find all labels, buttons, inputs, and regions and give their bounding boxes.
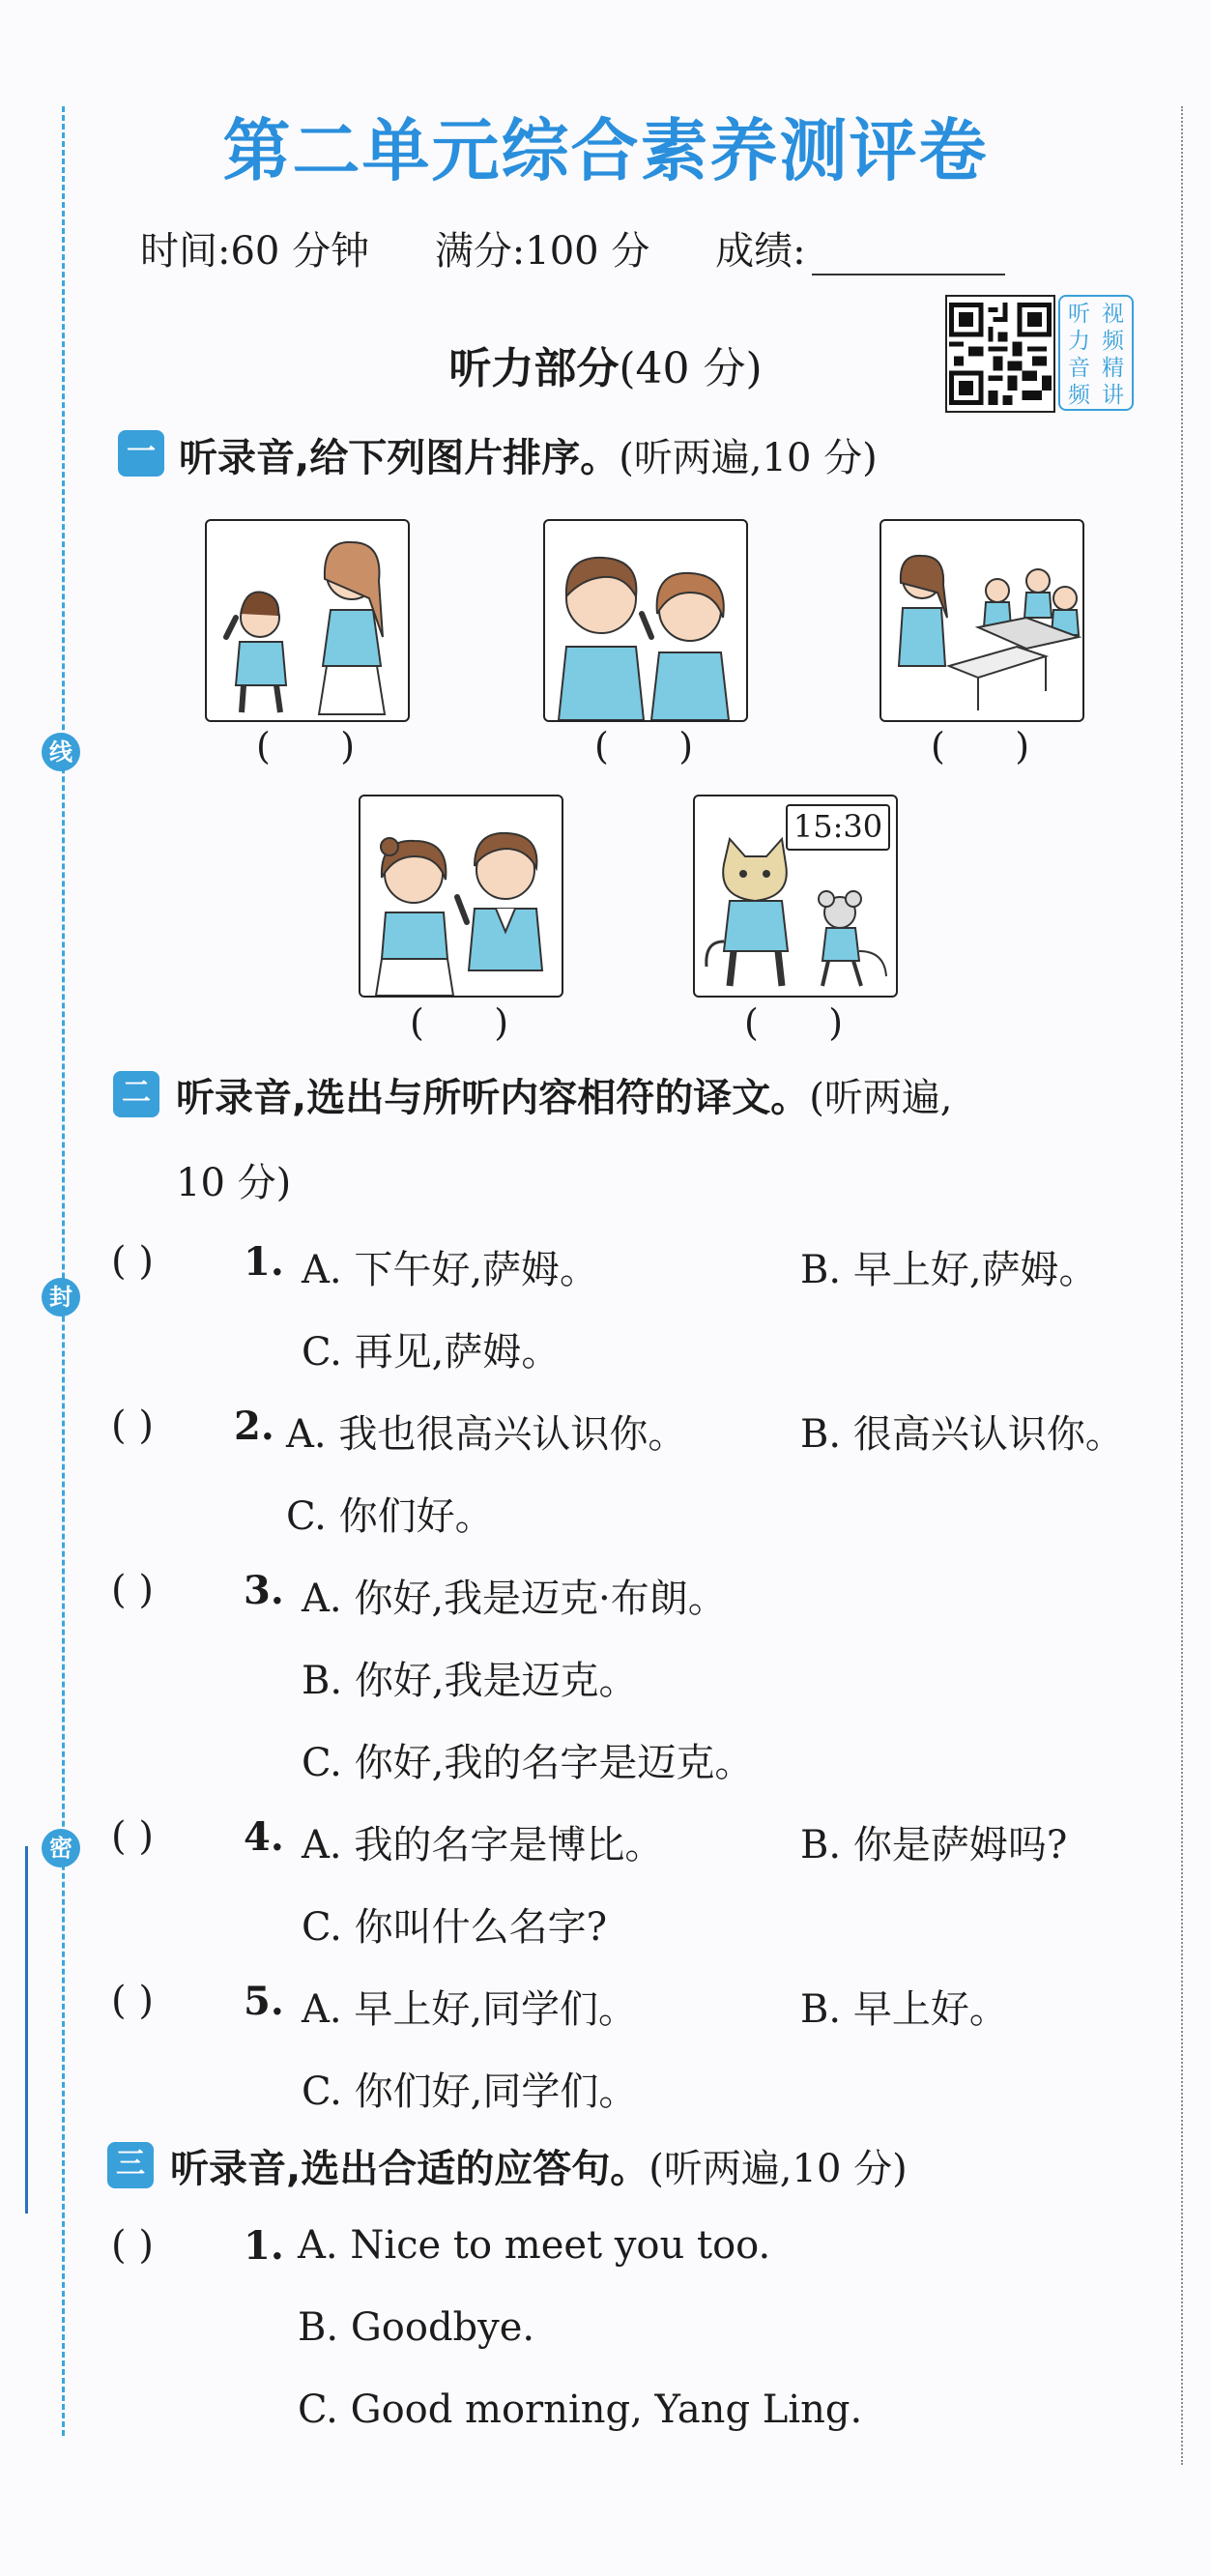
s2-q3-option-a[interactable]: A. 你好,我是迈克·布朗。 [302,1577,727,1621]
s2-q3-option-b[interactable]: B. 你好,我是迈克。 [302,1659,638,1703]
section-1-note: (听两遍,10 分) [619,436,878,480]
s2-q2-option-c[interactable]: C. 你们好。 [286,1494,494,1539]
clock-time-label: 15:30 [786,804,890,851]
exam-info-line [140,220,1058,275]
qr-tag-char: 视 [1102,302,1124,327]
teacher-and-boy-picture [205,519,410,722]
qr-tag-char: 精 [1102,356,1124,381]
qr-tag-char: 频 [1102,329,1124,354]
classroom-picture [879,519,1084,722]
section-1-heading [179,427,878,482]
part-score: (40 分) [619,344,763,393]
s2-q5-number: 5. [244,1979,284,2024]
binding-dashed-line [62,106,65,2436]
picture-4-answer-blank[interactable]: ( ) [409,1001,509,1044]
binding-label-line: 线 [42,733,80,771]
s2-q5-option-b[interactable]: B. 早上好。 [800,1987,1008,2032]
section-2-note-cont: 10 分) [176,1161,292,1205]
section-3-badge: 三 [107,2142,154,2188]
section-1-heading-text: 听录音,给下列图片排序。 [179,436,620,480]
binding-solid-line [25,1846,28,2214]
video-lecture-tag[interactable] [1058,295,1134,411]
s2-q1-option-a[interactable]: A. 下午好,萨姆。 [302,1248,599,1292]
picture-1-answer-blank[interactable]: ( ) [255,725,356,767]
qr-code-icon[interactable] [945,295,1055,413]
s2-q3-option-c[interactable]: C. 你好,我的名字是迈克。 [302,1741,754,1785]
s2-q5-answer-blank[interactable]: ( ) [111,1979,154,2023]
section-2-note: (听两遍, [809,1076,953,1120]
binding-label-secret: 密 [42,1829,80,1867]
section-2-badge: 二 [113,1071,159,1117]
qr-tag-char: 听 [1068,302,1090,327]
s2-q4-number: 4. [244,1814,284,1860]
s3-q1-number: 1. [244,2223,284,2269]
s2-q2-answer-blank[interactable]: ( ) [111,1404,154,1448]
s2-q1-option-b[interactable]: B. 早上好,萨姆。 [800,1248,1098,1292]
time-info: 时间:60 分钟 [140,229,370,274]
s2-q5-option-a[interactable]: A. 早上好,同学们。 [302,1987,638,2032]
section-3-heading-text: 听录音,选出合适的应答句。 [170,2147,649,2191]
grade-blank[interactable] [812,235,1005,275]
qr-tag-char: 力 [1068,329,1090,354]
page-title: 第二单元综合素养测评卷 [222,111,989,190]
picture-5-answer-blank[interactable]: ( ) [743,1001,844,1044]
s3-q1-option-c[interactable]: C. Good morning, Yang Ling. [298,2388,863,2432]
s3-q1-answer-blank[interactable]: ( ) [111,2223,154,2268]
section-3-heading [170,2138,908,2193]
s2-q1-option-c[interactable]: C. 再见,萨姆。 [302,1330,561,1375]
s2-q3-number: 3. [244,1568,284,1613]
s2-q2-option-b[interactable]: B. 很高兴认识你。 [800,1412,1124,1457]
s2-q1-number: 1. [244,1239,284,1285]
section-2-heading [176,1067,953,1122]
qr-tag-char: 讲 [1102,383,1124,408]
part-title-text: 听力部分 [448,344,620,393]
girl-and-boy-picture [359,795,563,998]
qr-tag-char: 音 [1068,356,1090,381]
picture-3-answer-blank[interactable]: ( ) [930,725,1030,767]
s2-q2-number: 2. [234,1404,274,1449]
full-score-info: 满分:100 分 [434,229,650,274]
s3-q1-option-a[interactable]: A. Nice to meet you too. [298,2223,771,2268]
s2-q1-answer-blank[interactable]: ( ) [111,1239,154,1284]
s2-q4-option-a[interactable]: A. 我的名字是博比。 [302,1823,664,1867]
two-children-waving-picture [543,519,748,722]
section-1-badge: 一 [118,430,164,477]
s2-q2-option-a[interactable]: A. 我也很高兴认识你。 [286,1412,687,1457]
qr-tag-char: 频 [1068,383,1090,408]
section-3-note: (听两遍,10 分) [649,2147,908,2191]
s2-q4-option-b[interactable]: B. 你是萨姆吗? [800,1823,1068,1867]
picture-2-answer-blank[interactable]: ( ) [593,725,694,767]
s3-q1-option-b[interactable]: B. Goodbye. [298,2305,535,2350]
grade-label: 成绩: [715,229,806,274]
section-2-heading-text: 听录音,选出与所听内容相符的译文。 [176,1076,810,1120]
s2-q5-option-c[interactable]: C. 你们好,同学们。 [302,2069,638,2114]
right-dotted-border [1181,106,1183,2465]
s2-q4-answer-blank[interactable]: ( ) [111,1814,154,1859]
binding-label-seal: 封 [42,1278,80,1317]
s2-q4-option-c[interactable]: C. 你叫什么名字? [302,1905,608,1950]
cat-and-mouse-picture [693,795,898,998]
s2-q3-answer-blank[interactable]: ( ) [111,1568,154,1612]
